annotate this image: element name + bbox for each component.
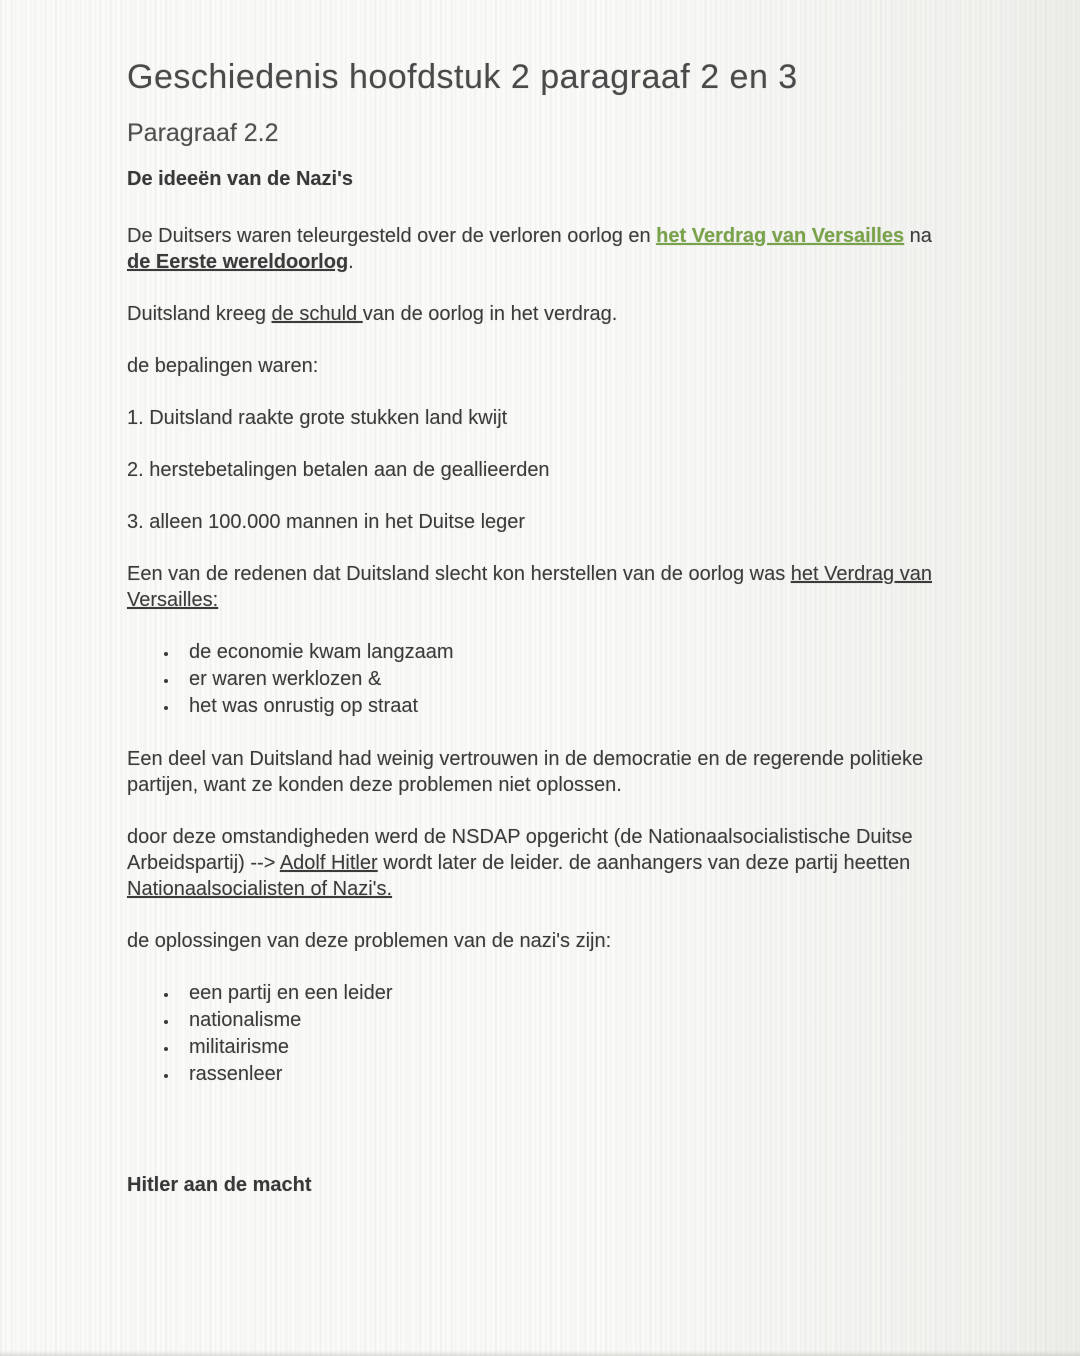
paragraph-2-2-subtitle: Paragraaf 2.2 bbox=[127, 119, 279, 147]
bullet-list-oplossingen bbox=[127, 980, 959, 1088]
list-item: • er waren werklozen & bbox=[179, 666, 959, 693]
heading-ideeen-nazis: De ideeën van de Nazi's bbox=[127, 168, 353, 190]
emphasis-verdrag-versailles: het Verdrag van Versailles: bbox=[127, 563, 932, 611]
numbered-item-3: 3. alleen 100.000 mannen in het Duitse leger bbox=[127, 511, 526, 533]
paragraph-teleurgesteld bbox=[127, 223, 939, 275]
list-item: • rassenleer bbox=[179, 1061, 959, 1088]
numbered-item-2: 2. herstebetalingen betalen aan de geallieerden bbox=[127, 459, 550, 481]
text-run: . bbox=[348, 251, 354, 273]
list-item: • militairisme bbox=[179, 1034, 959, 1061]
paragraph-nsdap bbox=[127, 824, 939, 902]
paragraph-vertrouwen: Een deel van Duitsland had weinig vertrouwen in de democratie en de regerende politieke partijen, want ze konden deze problemen niet oplossen. bbox=[127, 748, 924, 796]
text-run: na bbox=[904, 225, 932, 247]
link-verdrag-van-versailles[interactable]: het Verdrag van Versailles bbox=[656, 225, 905, 247]
numbered-item-1: 1. Duitsland raakte grote stukken land kwijt bbox=[127, 407, 508, 429]
list-item: • het was onrustig op straat bbox=[179, 693, 959, 720]
list-item: • nationalisme bbox=[179, 1007, 959, 1034]
emphasis-adolf-hitler: Adolf Hitler bbox=[279, 852, 378, 874]
emphasis-eerste-wereldoorlog: de Eerste wereldoorlog bbox=[127, 251, 349, 273]
paragraph-redenen bbox=[127, 561, 939, 613]
text-run: door deze omstandigheden werd de NSDAP opgericht (de Nationaalsocialistische Duitse Arbeidspartij) --> bbox=[127, 826, 913, 874]
list-item: • een partij en een leider bbox=[179, 980, 959, 1007]
text-run: Een van de redenen dat Duitsland slecht kon herstellen van de oorlog was bbox=[127, 563, 791, 585]
text-run: van de oorlog in het verdrag. bbox=[362, 303, 618, 325]
emphasis-de-schuld: de schuld bbox=[271, 303, 363, 325]
bullet-list-redenen bbox=[127, 639, 959, 720]
paragraph-oplossingen-intro: de oplossingen van deze problemen van de nazi's zijn: bbox=[127, 930, 612, 952]
paragraph-schuld bbox=[127, 301, 939, 327]
text-run: wordt later de leider. de aanhangers van deze partij heetten bbox=[377, 852, 911, 874]
text-run: De Duitsers waren teleurgesteld over de verloren oorlog en bbox=[127, 225, 657, 247]
paragraph-bepalingen-intro: de bepalingen waren: bbox=[127, 355, 319, 377]
heading-hitler-aan-de-macht: Hitler aan de macht bbox=[127, 1174, 312, 1196]
page-title: Geschiedenis hoofdstuk 2 paragraaf 2 en 3 bbox=[127, 58, 798, 96]
list-item: • de economie kwam langzaam bbox=[179, 639, 959, 666]
text-run: Duitsland kreeg bbox=[127, 303, 272, 325]
emphasis-nationaalsocialisten: Nationaalsocialisten of Nazi's. bbox=[127, 878, 393, 900]
